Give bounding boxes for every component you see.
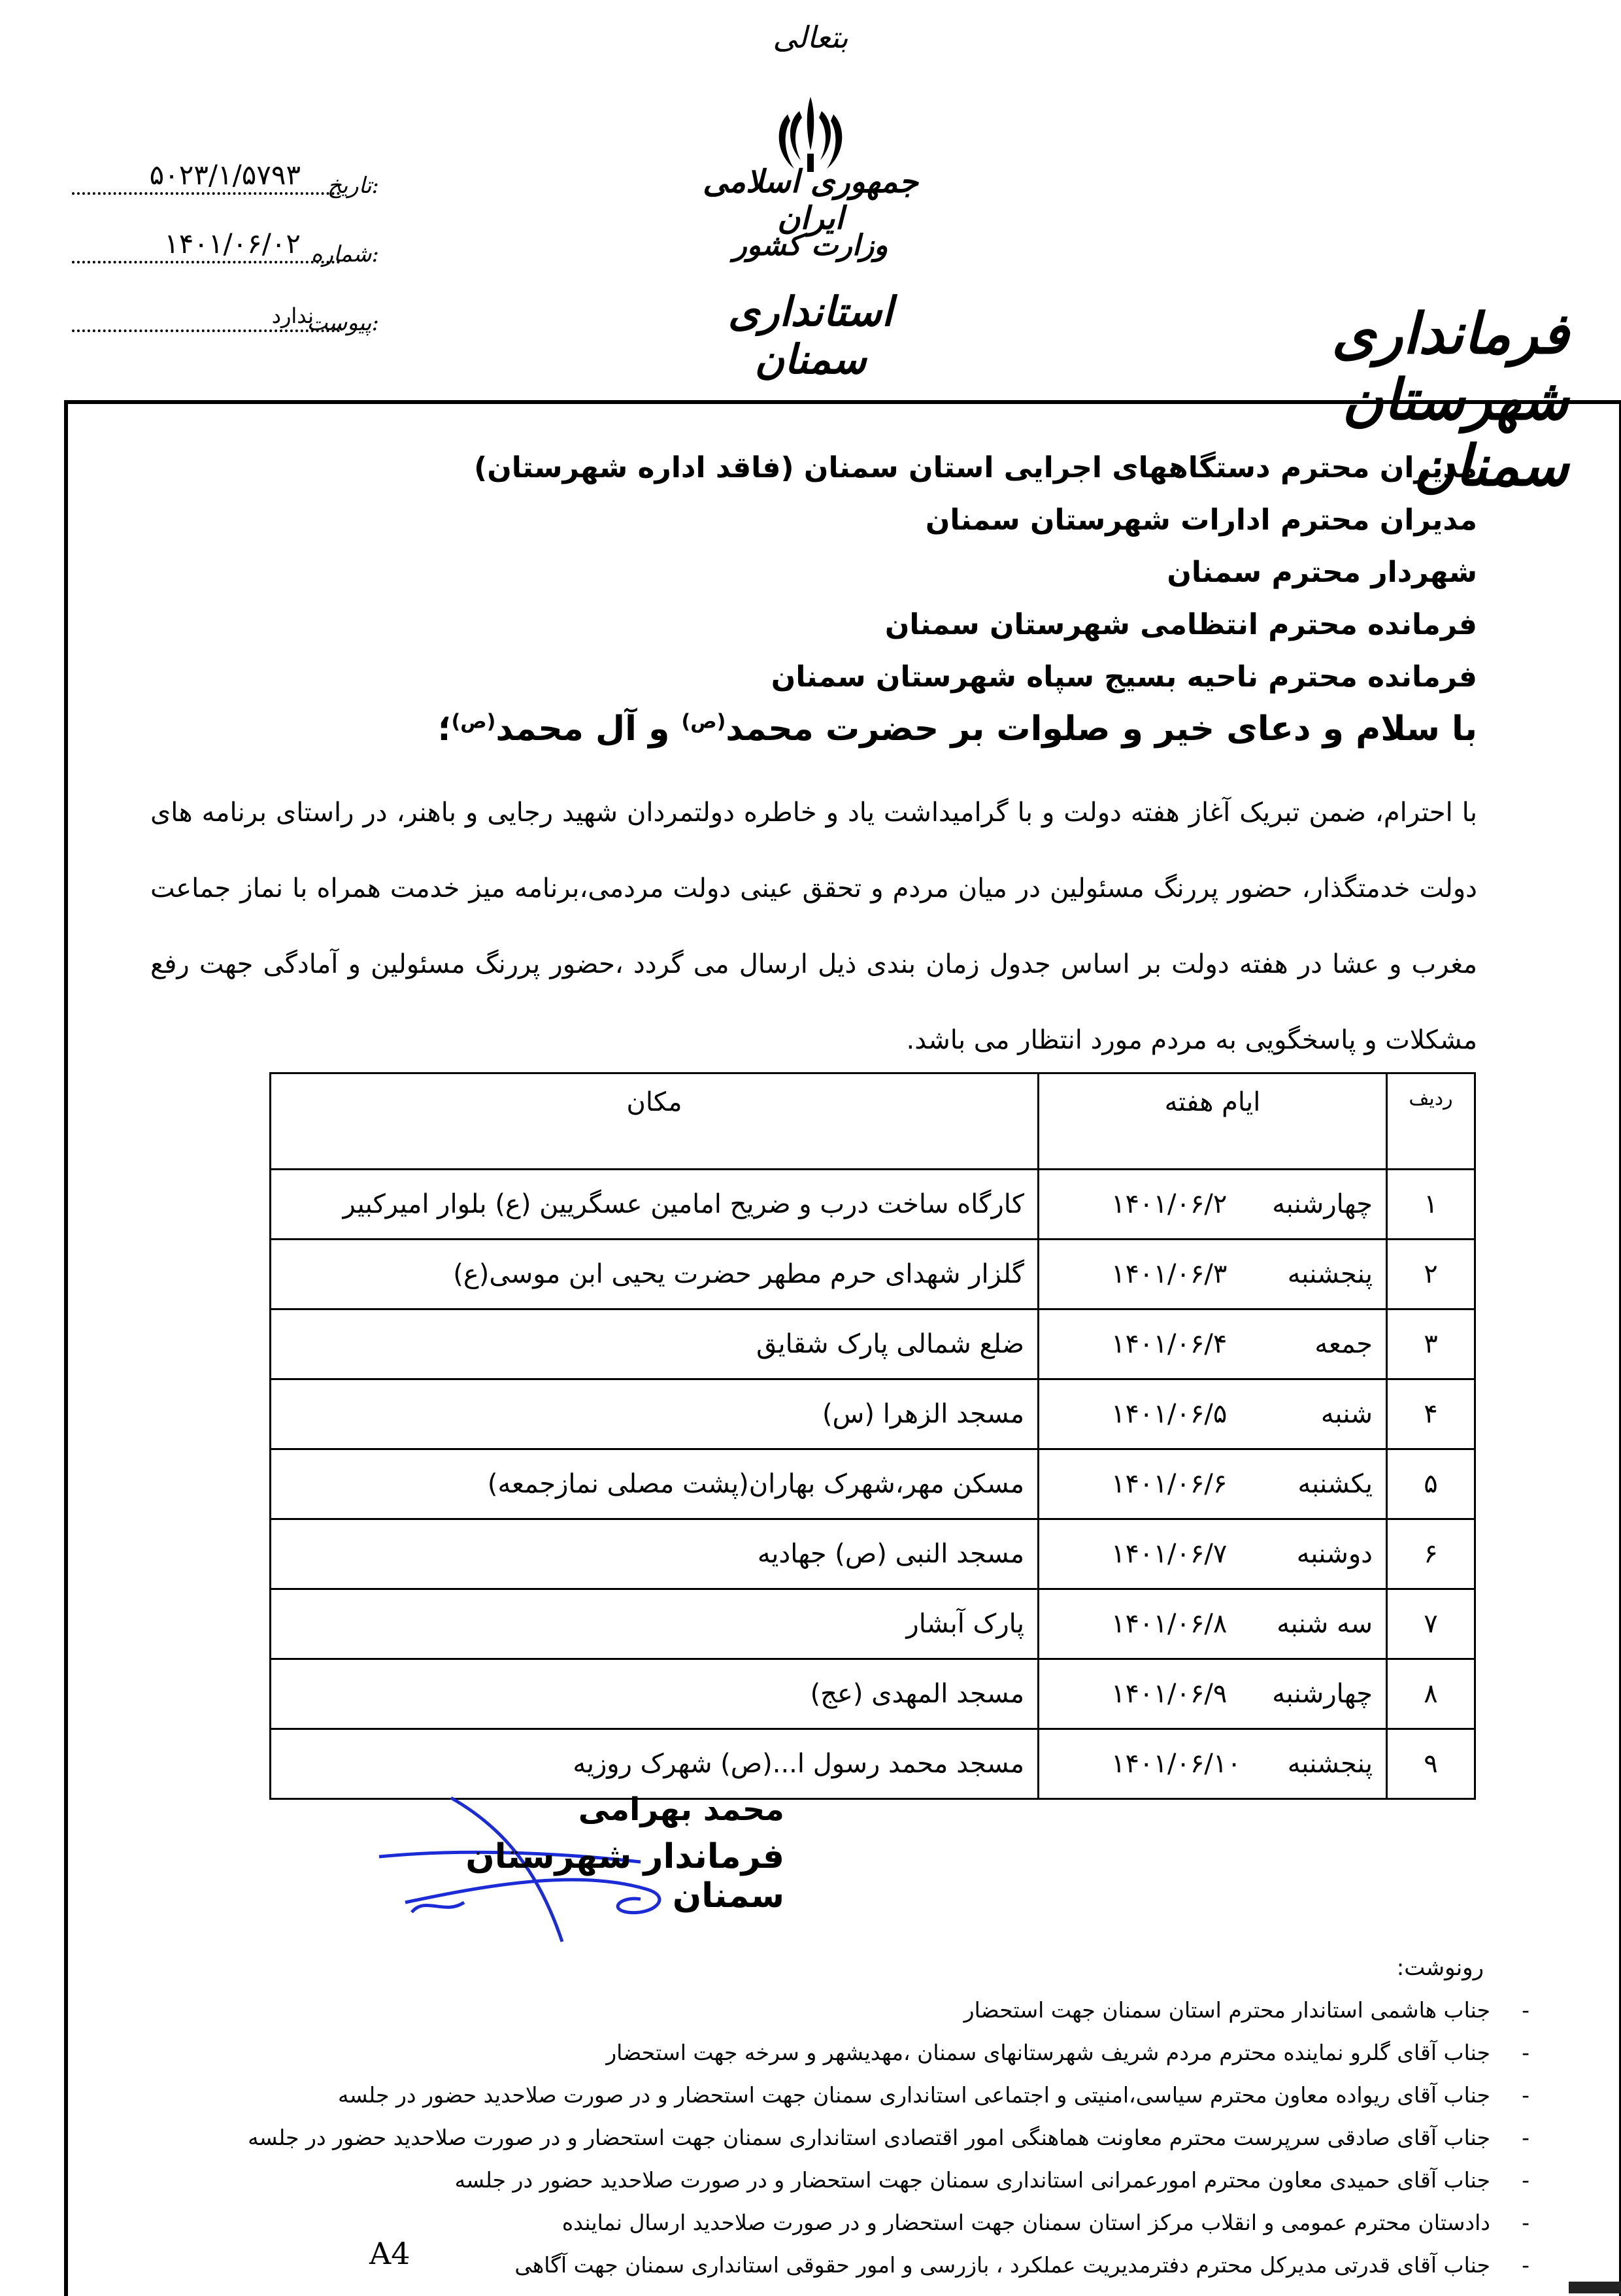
number-dots [72,261,340,263]
row-num: ۹ [1387,1729,1475,1799]
row-day: دوشنبه [1296,1539,1373,1569]
row-day-cell [1039,1449,1387,1519]
row-day-cell [1039,1729,1387,1799]
row-date: ۱۴۰۱/۰۶/۸ [1111,1609,1228,1639]
row-place: ضلع شمالی پارک شقایق [271,1309,1039,1379]
row-date: ۱۴۰۱/۰۶/۴ [1111,1329,1228,1359]
table-header-row [271,1073,1475,1170]
salutation-sup2: (ص) [451,710,496,734]
row-place: گلزار شهدای حرم مطهر حضرت یحیی ابن موسی(ع) [271,1240,1039,1309]
row-num: ۴ [1387,1379,1475,1449]
salutation-part3: ؛ [437,709,452,749]
table-row [271,1309,1475,1379]
addressee-3: شهردار محترم سمنان [1167,556,1477,589]
table-row [271,1240,1475,1309]
number-label: شماره: [310,241,379,267]
cc-item-text: دادستان محترم عمومی و انقلاب مرکز استان سمنان جهت استحضار و در صورت صلاحدید ارسال نماینده [561,2210,1490,2235]
cc-item: - جناب آقای قدرتی مدیرکل محترم دفترمدیریت عملکرد ، بازرسی و امور حقوقی استانداری سمنان جهت آگاهی [514,2252,1529,2278]
row-day: جمعه [1314,1329,1373,1359]
attachment-label: پیوست: [307,310,379,336]
cc-item-text: جناب آقای گلرو نماینده محترم مردم شریف شهرستانهای سمنان ،مهدیشهر و سرخه جهت استحضار [606,2040,1490,2065]
row-place: کارگاه ساخت درب و ضریح امامین عسگریین (ع) بلوار امیرکبیر [271,1170,1039,1240]
row-day-cell [1039,1240,1387,1309]
body-paragraph: با احترام، ضمن تبریک آغاز هفته دولت و با گرامیداشت یاد و خاطره دولتمردان شهید رجایی و باهنر، در راستای برنامه های دولت خدمتگذار، حضور پررنگ مسئولین در میان مردم و تحقق عینی دولت مردمی،برنامه میز خدمت همراه با نماز جماعت مغرب و عشا در هفته دولت بر اساس جدول زمان بندی ذیل ارسال می گردد ،حضور پررنگ مسئولین و آمادگی جهت رفع مشکلات و پاسخگویی به مردم مورد انتظار می باشد. [150,798,1477,1055]
republic-heading: جمهوری اسلامی ایران [703,163,918,237]
table-row [271,1519,1475,1589]
table-row [271,1449,1475,1519]
cc-item: - دادستان محترم عمومی و انقلاب مرکز استان سمنان جهت استحضار و در صورت صلاحدید ارسال نماینده [561,2210,1529,2235]
paper-size-label: A4 [369,2236,410,2271]
row-date: ۱۴۰۱/۰۶/۵ [1111,1399,1228,1429]
attachment-value: ندارد [271,303,314,328]
signatory-name: محمد بهرامی [578,1791,784,1828]
row-day: چهارشنبه [1272,1189,1373,1219]
date-row [65,157,379,203]
attachment-row [65,294,379,340]
salutation [438,709,1477,749]
row-place: مسکن مهر،شهرک بهاران(پشت مصلی نمازجمعه) [271,1449,1039,1519]
addressee-5: فرمانده محترم ناحیه بسیج سپاه شهرستان سمنان [771,660,1477,694]
cc-item: - جناب آقای گلرو نماینده محترم مردم شریف شهرستانهای سمنان ،مهدیشهر و سرخه جهت استحضار [606,2040,1529,2065]
row-day: یکشنبه [1297,1469,1373,1499]
row-place: مسجد النبی (ص) جهادیه [271,1519,1039,1589]
row-date: ۱۴۰۱/۰۶/۱۰ [1111,1749,1241,1779]
attachment-dots [72,329,340,332]
row-day-cell [1039,1379,1387,1449]
cc-heading: رونوشت: [1396,1955,1484,1981]
header-num: ردیف [1387,1073,1475,1170]
row-day: پنجشنبه [1287,1749,1373,1779]
row-num: ۳ [1387,1309,1475,1379]
governorate-title: فرمانداری شهرستان سمنان [1331,301,1569,499]
date-label: تاریخ: [327,173,379,199]
row-day: شنبه [1320,1399,1373,1429]
row-day-cell [1039,1309,1387,1379]
row-num: ۶ [1387,1519,1475,1589]
table-row [271,1589,1475,1659]
cc-item: - جناب آقای حمیدی معاون محترم امورعمرانی استانداری سمنان جهت استحضار و در صورت صلاحدید حضور در جلسه [454,2167,1529,2193]
row-day-cell [1039,1519,1387,1589]
row-day: چهارشنبه [1272,1679,1373,1709]
cc-item-text: جناب آقای حمیدی معاون محترم امورعمرانی استانداری سمنان جهت استحضار و در صورت صلاحدید حضور در جلسه [454,2167,1490,2193]
addressee-1: مدیران محترم دستگاههای اجرایی استان سمنان (فاقد اداره شهرستان) [474,451,1477,484]
bismillah-heading: بتعالی [773,20,848,55]
cc-item-text: جناب هاشمی استاندار محترم استان سمنان جهت استحضار [963,1997,1490,2023]
header-day: ایام هفته [1039,1073,1387,1170]
row-day-cell [1039,1589,1387,1659]
footer-stamp [1569,2282,1621,2293]
row-num: ۲ [1387,1240,1475,1309]
row-place: مسجد الزهرا (س) [271,1379,1039,1449]
salutation-part1: با سلام و دعای خیر و صلوات بر حضرت محمد [726,709,1477,749]
cc-item: - جناب آقای صادقی سرپرست محترم معاونت هماهنگی امور اقتصادی استانداری سمنان جهت استحضار و در صورت صلاحدید حضور در جلسه [248,2125,1529,2150]
cc-item-text: جناب آقای صادقی سرپرست محترم معاونت هماهنگی امور اقتصادی استانداری سمنان جهت استحضار و در صورت صلاحدید حضور در جلسه [248,2125,1490,2150]
row-date: ۱۴۰۱/۰۶/۲ [1111,1189,1228,1219]
ministry-heading: وزارت کشور [733,229,888,262]
row-place: مسجد المهدی (عج) [271,1659,1039,1729]
table-row [271,1170,1475,1240]
number-value: ۱۴۰۱/۰۶/۰۲ [164,228,301,260]
row-date: ۱۴۰۱/۰۶/۶ [1111,1469,1228,1499]
row-day-cell [1039,1170,1387,1240]
row-day: سه شنبه [1277,1609,1373,1639]
cc-item: - جناب آقای ریواده معاون محترم سیاسی،امنیتی و اجتماعی استانداری سمنان جهت استحضار و در صورت صلاحدید حضور در جلسه [338,2082,1529,2108]
row-date: ۱۴۰۱/۰۶/۹ [1111,1679,1228,1709]
table-row [271,1659,1475,1729]
row-date: ۱۴۰۱/۰۶/۳ [1111,1259,1228,1289]
row-day: پنجشنبه [1287,1259,1373,1289]
cc-item-text: جناب آقای قدرتی مدیرکل محترم دفترمدیریت عملکرد ، بازرسی و امور حقوقی استانداری سمنان جهت آگاهی [514,2252,1490,2278]
row-date: ۱۴۰۱/۰۶/۷ [1111,1539,1228,1569]
date-dots [72,192,340,195]
row-day-cell [1039,1659,1387,1729]
date-value: ۵۰۲۳/۱/۵۷۹۳ [149,159,301,191]
row-num: ۷ [1387,1589,1475,1659]
table-row [271,1379,1475,1449]
row-num: ۵ [1387,1449,1475,1519]
number-row [65,226,379,271]
row-place: مسجد محمد رسول ا...(ص) شهرک روزیه [271,1729,1039,1799]
cc-item: - جناب هاشمی استاندار محترم استان سمنان جهت استحضار [963,1997,1529,2023]
addressee-4: فرمانده محترم انتظامی شهرستان سمنان [884,608,1477,641]
province-heading: استانداری سمنان [727,288,894,383]
row-place: پارک آبشار [271,1589,1039,1659]
header-place: مکان [271,1073,1039,1170]
salutation-sup1: (ص) [681,710,726,734]
signatory-title: فرماندار شهرستان سمنان [465,1837,784,1916]
cc-item-text: جناب آقای ریواده معاون محترم سیاسی،امنیتی و اجتماعی استانداری سمنان جهت استحضار و در صورت صلاحدید حضور در جلسه [338,2082,1490,2108]
row-num: ۱ [1387,1170,1475,1240]
schedule-table [269,1072,1476,1800]
row-num: ۸ [1387,1659,1475,1729]
addressee-2: مدیران محترم ادارات شهرستان سمنان [925,503,1477,537]
page-border-left [64,400,68,2296]
salutation-part2: و آل محمد [495,709,682,749]
